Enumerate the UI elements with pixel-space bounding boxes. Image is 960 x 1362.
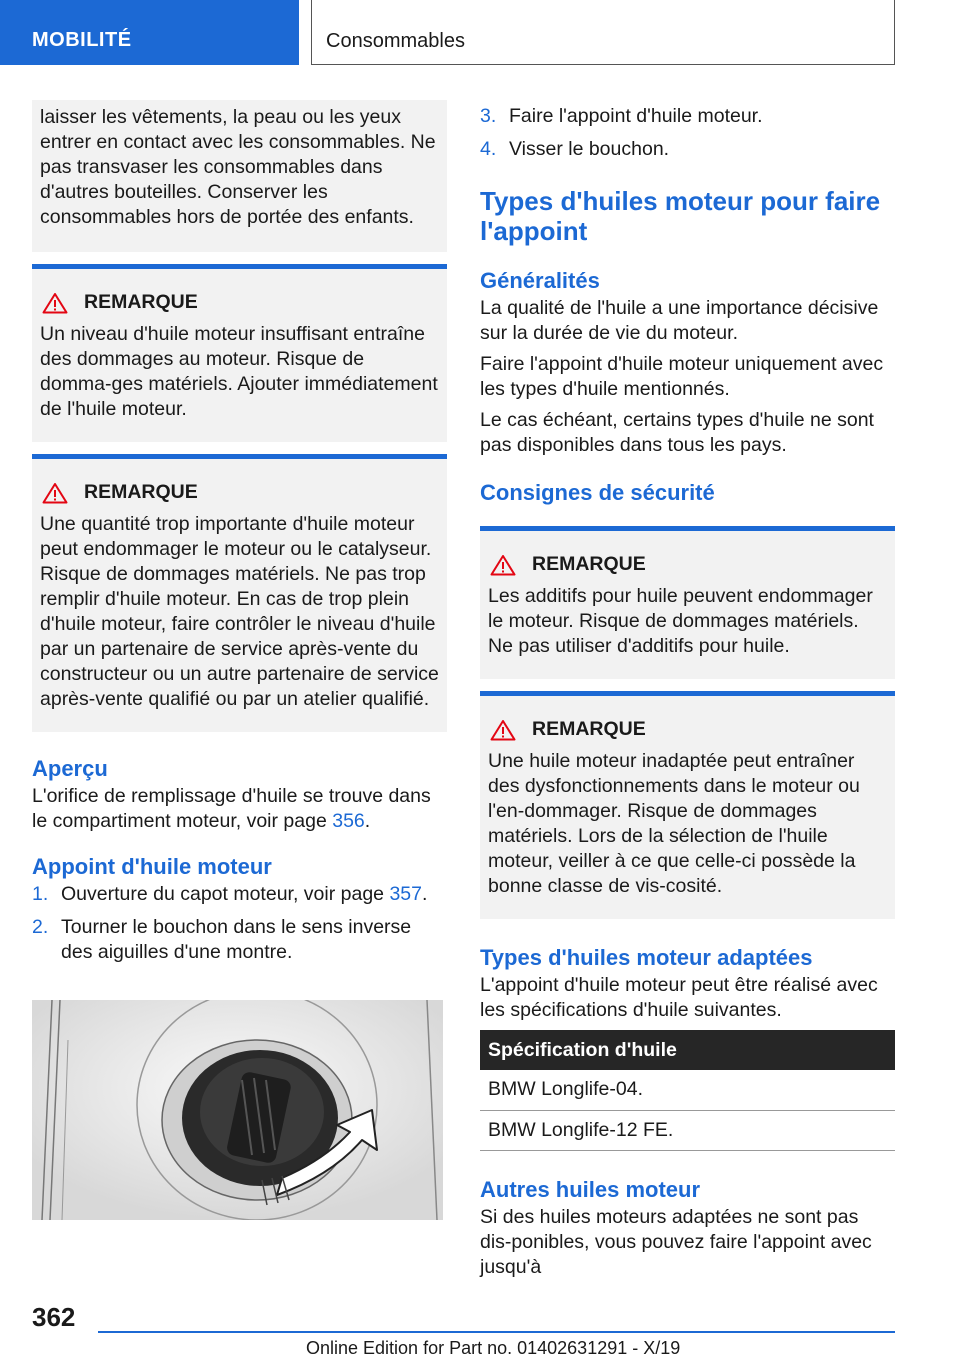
edition-text: Online Edition for Part no. 01402631291 - X/19 [306, 1338, 681, 1358]
table-cell: BMW Longlife-04. [480, 1070, 895, 1110]
paragraph: Le cas échéant, certains types d'huile ne sont pas disponibles dans tous les pays. [480, 409, 874, 456]
warning-box-4 [480, 691, 895, 919]
page-number: 362 [32, 1302, 76, 1332]
list-item: 4. Visser le bouchon. [480, 138, 670, 160]
section-title: MOBILITÉ [32, 29, 132, 51]
heading-generalites: Généralités [480, 268, 600, 293]
heading-securite: Consignes de sécurité [480, 480, 715, 505]
apercu-text: L'orifice de remplissage d'huile se trouve dans le compartiment moteur, voir page 356. [32, 785, 431, 832]
warning-title: REMARQUE [532, 718, 646, 740]
page-link-357[interactable]: 357 [389, 883, 422, 905]
heading-apercu: Aperçu [32, 756, 108, 781]
warning-text: Une quantité trop importante d'huile moteur peut endommager le moteur ou le catalyseur. Risque de dommages matériels. Ne pas trop remplir d'huile moteur. En cas de trop plein d'huile moteur, faire contrôler le niveau d'huile par un partenaire de service après-vente du constructeur ou un autre partenaire de service après-vente qualifié ou par un atelier qualifié. [40, 513, 439, 710]
warning-title: REMARQUE [532, 553, 646, 575]
oil-spec-table [480, 1030, 895, 1151]
paragraph: Faire l'appoint d'huile moteur uniquement avec les types d'huile mentionnés. [480, 353, 884, 400]
left-column [32, 100, 447, 965]
paragraph: La qualité de l'huile a une importance décisive sur la durée de vie du moteur. [480, 297, 879, 344]
heading-adaptees: Types d'huiles moteur adaptées [480, 945, 813, 970]
warning-title: REMARQUE [84, 481, 198, 503]
footer-divider [98, 1331, 895, 1333]
warning-triangle-icon [490, 719, 516, 741]
heading-autres: Autres huiles moteur [480, 1176, 701, 1202]
right-column [480, 100, 895, 1280]
warning-box-3 [480, 526, 895, 679]
warning-text: Un niveau d'huile moteur insuffisant entraîne des dommages au moteur. Risque de domma‐ges matériels. Ajouter immédiatement de l'huile moteur. [40, 323, 438, 420]
warning-triangle-icon [42, 292, 68, 314]
table-row [480, 1110, 895, 1150]
continued-warning-box [32, 100, 447, 252]
steps-list-right [480, 104, 895, 162]
warning-text: Les additifs pour huile peuvent endommager le moteur. Risque de dommages matériels. Ne pas utiliser d'additifs pour huile. [488, 585, 873, 657]
continued-warning-text: laisser les vêtements, la peau ou les yeux entrer en contact avec les consommables. Ne pas transvaser les consommables dans d'autres bouteilles. Conserver les consommables hors de portée des enfants. [40, 106, 436, 228]
table-row [480, 1070, 895, 1110]
section-tab [0, 0, 299, 65]
list-item: 1. Ouverture du capot moteur, voir page 357. [32, 883, 428, 905]
warning-text: Une huile moteur inadaptée peut entraîner des dysfonctionnements dans le moteur ou l'en‐dommager. Risque de dommages matériels. Lors de la sélection de l'huile moteur, veiller à ce que celle-ci possède la bonne classe de vis‐cosité. [488, 750, 860, 897]
paragraph: L'appoint d'huile moteur peut être réalisé avec les spécifications d'huile suivantes. [480, 974, 878, 1021]
list-item: 2. Tourner le bouchon dans le sens inverse des aiguilles d'une montre. [32, 916, 412, 963]
warning-box-2 [32, 454, 447, 732]
paragraph: Si des huiles moteurs adaptées ne sont pas dis‐ponibles, vous pouvez faire l'appoint avec jusqu'à [480, 1205, 872, 1278]
warning-title: REMARQUE [84, 291, 198, 313]
warning-triangle-icon [490, 554, 516, 576]
heading-types: Types d'huiles moteur pour faire l'appoint [480, 186, 881, 246]
heading-appoint: Appoint d'huile moteur [32, 854, 272, 879]
page-link-356[interactable]: 356 [332, 810, 365, 832]
steps-list-left [32, 882, 447, 965]
table-header: Spécification d'huile [480, 1030, 895, 1070]
warning-box-1 [32, 264, 447, 442]
table-cell: BMW Longlife-12 FE. [480, 1110, 895, 1150]
oil-cap-illustration [32, 1000, 443, 1220]
chapter-title: Consommables [326, 30, 465, 52]
list-item: 3. Faire l'appoint d'huile moteur. [480, 105, 763, 127]
chapter-tab [311, 0, 895, 65]
warning-triangle-icon [42, 482, 68, 504]
